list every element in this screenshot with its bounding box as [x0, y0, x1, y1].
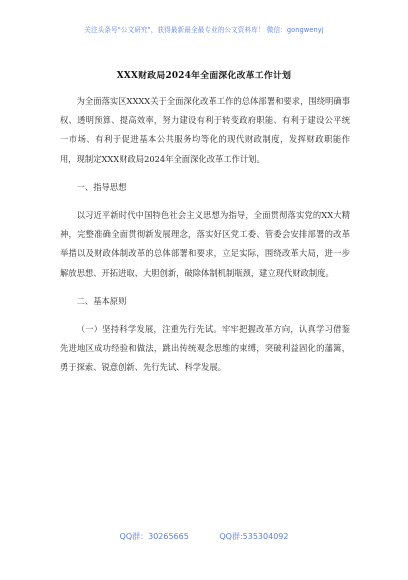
- section-heading-basic-principles: 二、基本原则: [76, 295, 127, 306]
- section-heading-guiding-thought: 一、指导思想: [76, 181, 127, 192]
- document-body: [60, 92, 350, 378]
- footer-qq-group-1: QQ群：30265665: [119, 532, 189, 541]
- document-title: XXX财政局2024年全面深化改革工作计划: [116, 71, 292, 81]
- footer-qq-group-2: QQ群:535304092: [219, 532, 289, 541]
- guiding-thought-paragraph: 以习近平新时代中国特色社会主义思想为指导，全面贯彻落实党的XX大精神，完整准确全面贯彻新发展理念，落实好区党工委、管委会安排部署的改革举措以及财政体制改革的总体部署和要求，立足实际，围绕改革大局，进一步解放思想、开拓进取、大胆创新，破除体制机制瓶颈，建立现代财政制度。: [60, 210, 350, 278]
- intro-paragraph: 为全面落实区XXXX关于全面深化改革工作的总体部署和要求，围绕明确事权、透明预算、提高效率，努力建设有利于转变政府职能、有利于建设公平统一市场、有利于促进基本公共服务均等化的现代财政制度，发挥财政职能作用，现制定XXX财政局2024年全面深化改革工作计划。: [60, 96, 350, 164]
- footer-qq-groups: [0, 531, 408, 542]
- principle-item-1: （一）坚持科学发展，注重先行先试。牢牢把握改革方向，认真学习借鉴先进地区成功经验和做法，跳出传统观念思维的束缚，突破利益固化的藩篱，勇于探索、锐意创新、先行先试、科学发展。: [60, 324, 350, 373]
- header-promo-note: 关注头条号"公文研究"，获得最新最全最专业的公文资料库！ 微信：gongwenyj: [84, 26, 324, 34]
